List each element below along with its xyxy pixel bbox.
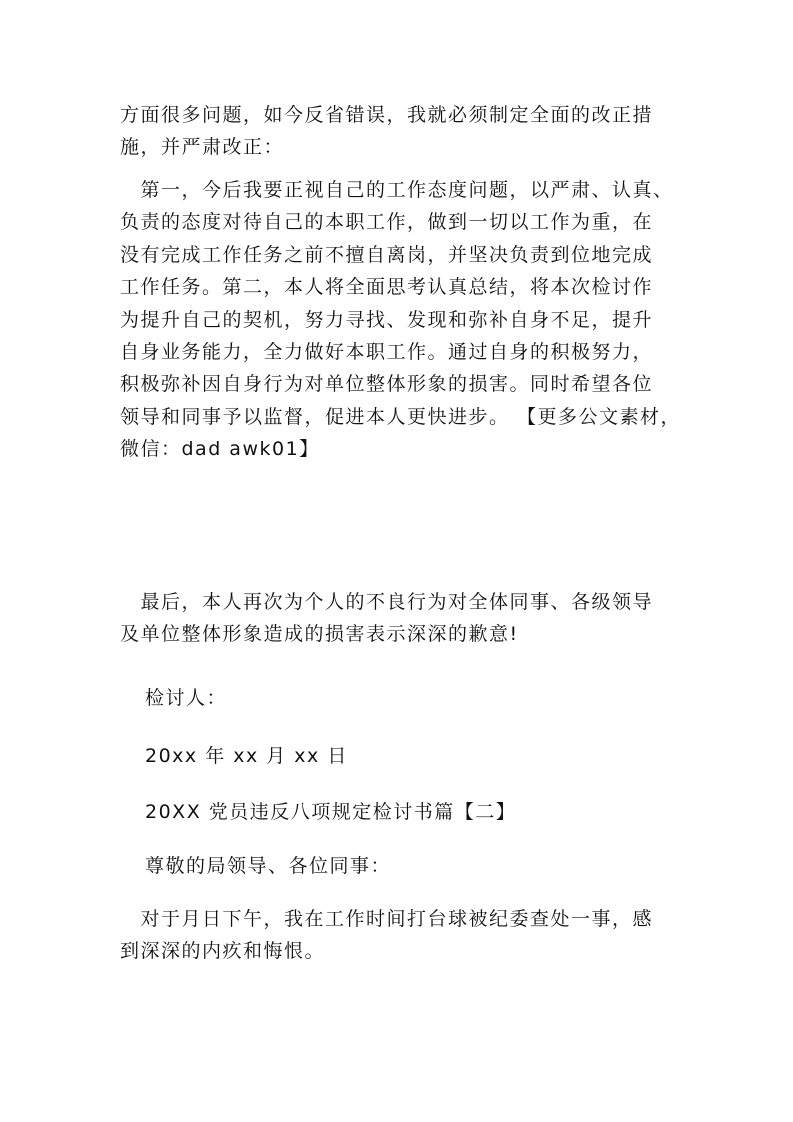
text-line: 没有完成工作任务之前不擅自离岗，并坚决负责到位地完成 xyxy=(120,243,654,266)
text-line: 第一，今后我要正视自己的工作态度问题，以严肃、认真、 xyxy=(120,179,674,201)
text-line: 负责的态度对待自己的本职工作，做到一切以工作为重，在 xyxy=(120,211,654,234)
text-line: 施，并严肃改正： xyxy=(120,136,285,159)
paragraph-continuation xyxy=(120,99,680,164)
date-line: 20xx 年 xx 月 xx 日 xyxy=(145,745,348,767)
text-line: 工作任务。第二，本人将全面思考认真总结，将本次检讨作 xyxy=(120,276,654,299)
salutation: 尊敬的局领导、各位同事： xyxy=(145,855,392,877)
text-line: 为提升自己的契机，努力寻找、发现和弥补自身不足，提升 xyxy=(120,308,654,331)
section-heading: 20XX 党员违反八项规定检讨书篇【二】 xyxy=(145,801,517,823)
paragraph-corrective-measures xyxy=(120,174,680,466)
text-line: 领导和同事予以监督，促进本人更快进步。 【更多公文素材， xyxy=(120,405,682,428)
paragraph-incident xyxy=(120,903,680,968)
text-line: 到深深的内疚和悔恨。 xyxy=(120,940,326,963)
text-line: 积极弥补因自身行为对单位整体形象的损害。同时希望各位 xyxy=(120,373,654,396)
text-line: 方面很多问题，如今反省错误，我就必须制定全面的改正措 xyxy=(120,104,654,126)
text-line: 最后，本人再次为个人的不良行为对全体同事、各级领导 xyxy=(120,591,654,613)
text-line: 对于月日下午，我在工作时间打台球被纪委查处一事，感 xyxy=(120,908,654,930)
text-line: 微信：dad awk01】 xyxy=(120,438,320,461)
text-line: 自身业务能力，全力做好本职工作。通过自身的积极努力， xyxy=(120,340,654,363)
text-line: 及单位整体形象造成的损害表示深深的歉意! xyxy=(120,623,519,646)
signer-label: 检讨人： xyxy=(145,687,228,709)
paragraph-apology xyxy=(120,586,680,651)
